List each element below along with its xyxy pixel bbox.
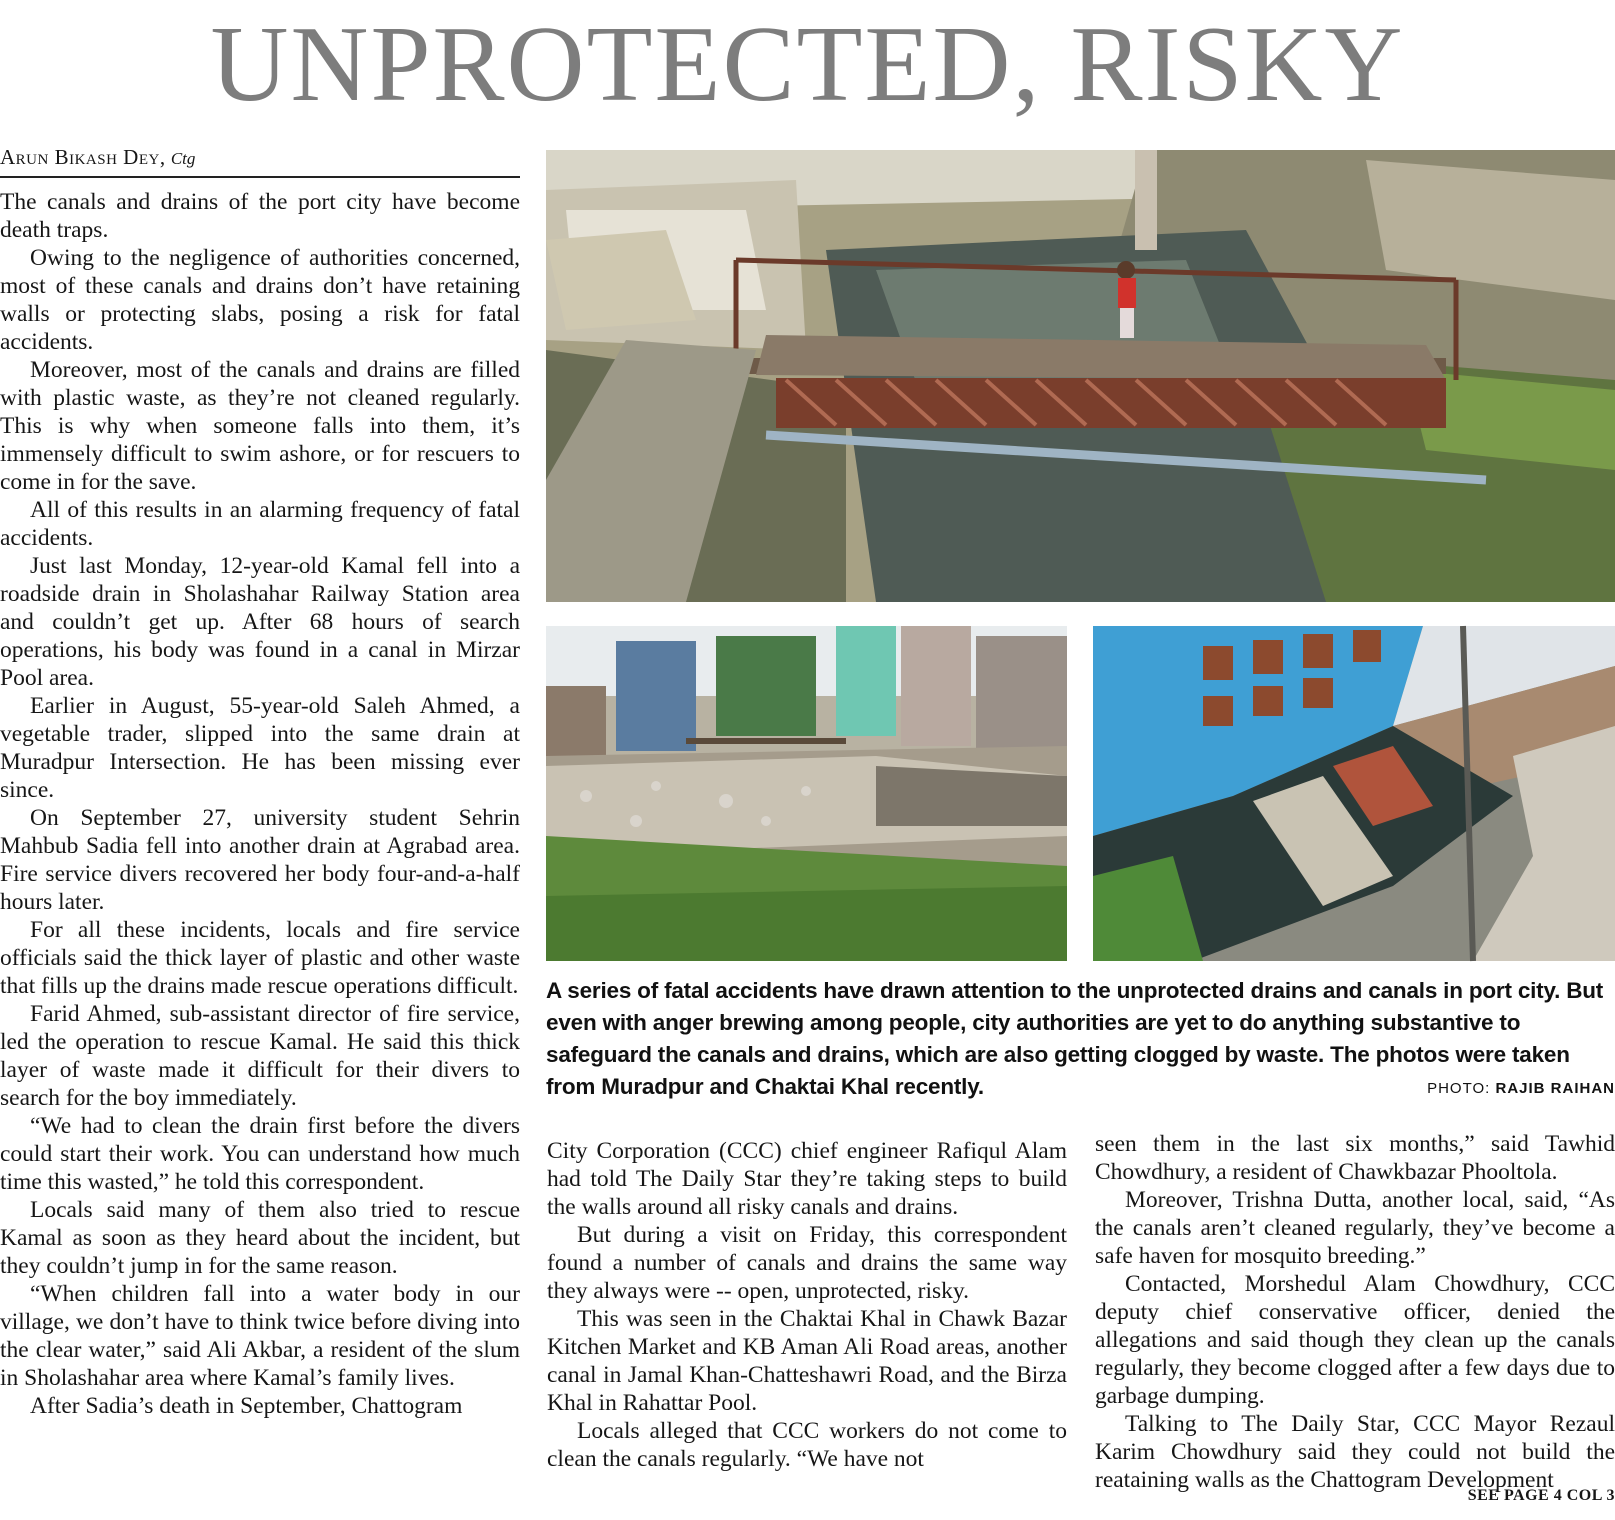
photo-caption: A series of fatal accidents have drawn attention to the unprotected drains and canals in port city. But even with anger brewing among people, city authorities are yet to do anything substantive to safeguard the canals and drains, which are also getting clogged by waste. The photos were taken from Muradpur and Chaktai Khal recently. [546, 978, 1604, 1099]
paragraph: City Corporation (CCC) chief engineer Rafiqul Alam had told The Daily Star they’re taking steps to build the walls around all risky canals and drains. [547, 1138, 1067, 1220]
photo-footbridge-canal [546, 150, 1615, 602]
paragraph: seen them in the last six months,” said Tawhid Chowdhury, a resident of Chawkbazar Phooltola. [1095, 1131, 1615, 1185]
photo-credit-name: RAJIB RAIHAN [1495, 1080, 1615, 1097]
paragraph: Locals alleged that CCC workers do not come to clean the canals regularly. “We have not [547, 1418, 1067, 1472]
paragraph: This was seen in the Chaktai Khal in Chawk Bazar Kitchen Market and KB Aman Ali Road areas, another canal in Jamal Khan-Chatteshawri Road, and the Birza Khal in Rahattar Pool. [547, 1306, 1067, 1416]
paragraph: All of this results in an alarming frequency of fatal accidents. [0, 497, 520, 551]
paragraph: Contacted, Morshedul Alam Chowdhury, CCC deputy chief conservative officer, denied the allegations and said though they clean up the canals regularly, they become clogged after a few days due to garbage dumping. [1095, 1271, 1615, 1409]
paragraph: For all these incidents, locals and fire service officials said the thick layer of plastic and other waste that fills up the drains made rescue operations difficult. [0, 917, 520, 999]
photo-clogged-canal [546, 626, 1067, 961]
paragraph: “When children fall into a water body in our village, we don’t have to think twice before diving into the clear water,” said Ali Akbar, a resident of the slum in Sholashahar area where Kamal’s family lives. [0, 1281, 520, 1391]
article-column-2 [547, 1137, 1067, 1520]
article-column-3 [1095, 1130, 1615, 1493]
paragraph: On September 27, university student Sehrin Mahbub Sadia fell into another drain at Agrabad area. Fire service divers recovered her body four-and-a-half hours later. [0, 805, 520, 915]
photo-credit-label: PHOTO: [1427, 1080, 1491, 1097]
paragraph: Owing to the negligence of authorities concerned, most of these canals and drains don’t have retaining walls or protecting slabs, posing a risk for fatal accidents. [0, 245, 520, 355]
paragraph: Talking to The Daily Star, CCC Mayor Rezaul Karim Chowdhury said they could not build the reataining walls as the Chattogram Development [1095, 1411, 1615, 1493]
paragraph: Earlier in August, 55-year-old Saleh Ahmed, a vegetable trader, slipped into the same drain at Muradpur Intersection. He has been missing ever since. [0, 693, 520, 803]
paragraph: Just last Monday, 12-year-old Kamal fell into a roadside drain in Sholashahar Railway Station area and couldn’t get up. After 68 hours of search operations, his body was found in a canal in Mirzar Pool area. [0, 553, 520, 691]
byline-author: Arun Bikash Dey, [0, 145, 166, 169]
paragraph: The canals and drains of the port city have become death traps. [0, 189, 520, 243]
byline-place: Ctg [170, 149, 196, 168]
paragraph: After Sadia’s death in September, Chattogram [30, 1393, 463, 1419]
headline: UNPROTECTED, RISKY [210, 5, 1405, 124]
paragraph: “We had to clean the drain first before the divers could start their work. You can understand how much time this wasted,” he told this correspondent. [0, 1113, 520, 1195]
jump-line[interactable]: SEE PAGE 4 COL 3 [1467, 1487, 1615, 1504]
byline [0, 145, 520, 178]
article-column-1 [0, 188, 520, 1520]
photo-credit [1427, 1080, 1615, 1097]
paragraph: Moreover, most of the canals and drains are filled with plastic waste, as they’re not cleaned regularly. This is why when someone falls into them, it’s immensely difficult to swim ashore, or for rescuers to come in for the save. [0, 357, 520, 495]
photo-chaktai-khal [1093, 626, 1615, 961]
paragraph: Moreover, Trishna Dutta, another local, said, “As the canals aren’t cleaned regularly, they’ve become a safe haven for mosquito breeding.” [1095, 1187, 1615, 1269]
paragraph: But during a visit on Friday, this correspondent found a number of canals and drains the same way they always were -- open, unprotected, risky. [547, 1222, 1067, 1304]
paragraph: Locals said many of them also tried to rescue Kamal as soon as they heard about the incident, but they couldn’t jump in for the same reason. [0, 1197, 520, 1279]
paragraph: Farid Ahmed, sub-assistant director of fire service, led the operation to rescue Kamal. He said this thick layer of waste made it difficult for their divers to search for the boy immediately. [0, 1001, 520, 1111]
